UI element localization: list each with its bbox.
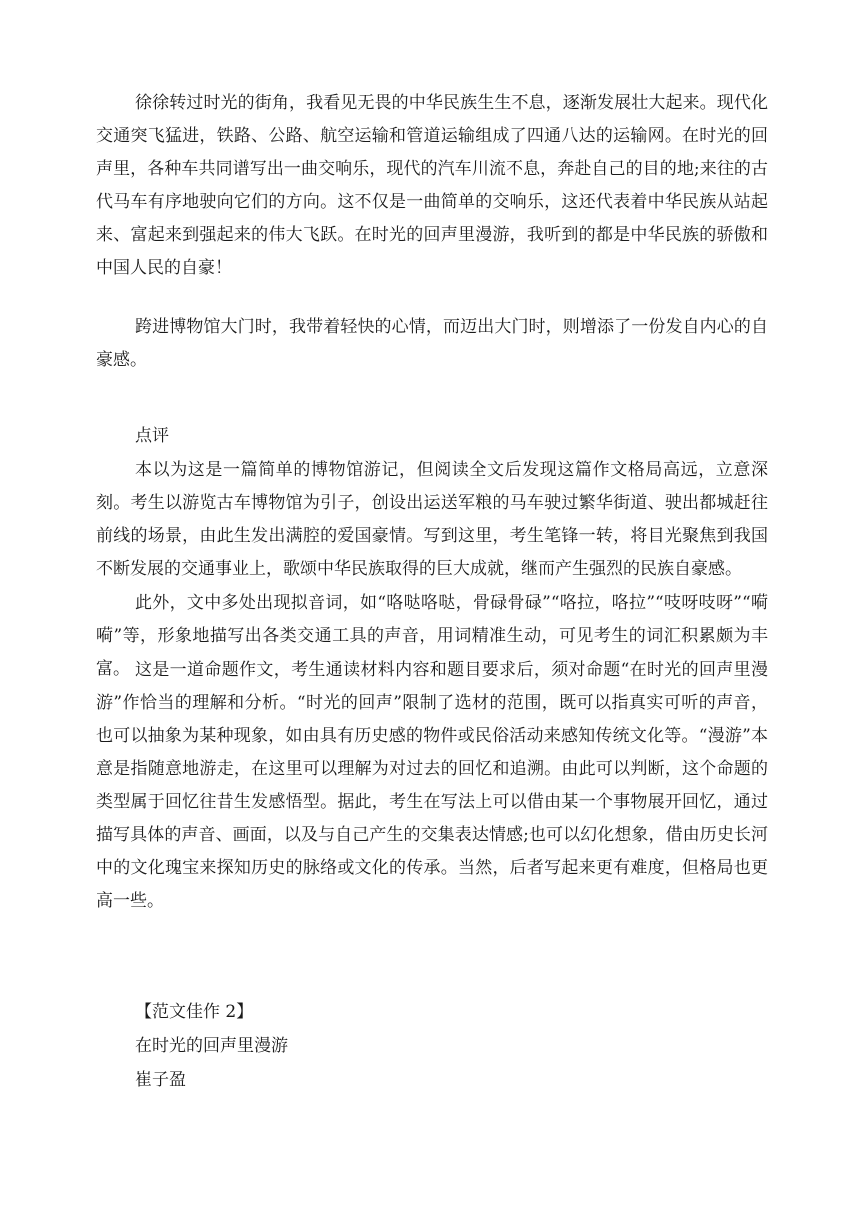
commentary-paragraph: 这是一道命题作文，考生通读材料内容和题目要求后，须对命题“在时光的回声里漫游”作恰当的理解和分析。“时光的回声”限制了选材的范围，既可以指真实可听的声音，也可以抽象为某种现象，如由具有历史感的物件或民俗活动来感知传统文化等。“漫游”本意是指随意地游走，在这里可以理解为对过去的回忆和追溯。由此可以判断，这个命题的类型属于回忆往昔生发感悟型。据此，考生在写法上可以借由某一个事物展开回忆，通过描写具体的声音、画面，以及与自己产生的交集表达情感;也可以幻化想象，借由历史长河中的文化瑰宝来探知历史的脉络或文化的传承。当然，后者写起来更有难度，但格局也更高一些。 <box>96 660 768 911</box>
essay-paragraph: 徐徐转过时光的街角，我看见无畏的中华民族生生不息，逐渐发展壮大起来。现代化交通突飞猛进，铁路、公路、航空运输和管道运输组成了四通八达的运输网。在时光的回声里，各种车共同谱写出一曲交响乐，现代的汽车川流不息，奔赴自己的目的地;来往的古代马车有序地驶向它们的方向。这不仅是一曲简单的交响乐，这还代表着中华民族从站起来、富起来到强起来的伟大飞跃。在时光的回声里漫游，我听到的都是中华民族的骄傲和中国人民的自豪！ <box>96 93 768 278</box>
sample-title: 在时光的回声里漫游 <box>135 1036 288 1056</box>
commentary-paragraph: 此外，文中多处出现拟音词，如“咯哒咯哒，骨碌骨碌”“咯拉，咯拉”“吱呀吱呀”“嗬嗬”等，形象地描写出各类交通工具的声音，用词精准生动，可见考生的词汇积累颇为丰富。 <box>96 593 768 679</box>
sample-label: 【范文佳作 2】 <box>135 1002 254 1022</box>
commentary-heading: 点评 <box>135 426 169 446</box>
sample-author: 崔子盈 <box>135 1070 186 1090</box>
commentary-paragraph: 本以为这是一篇简单的博物馆游记，但阅读全文后发现这篇作文格局高远，立意深刻。考生以游览古车博物馆为引子，创设出运送军粮的马车驶过繁华街道、驶出都城赶往前线的场景，由此生发出满腔的爱国豪情。写到这里，考生笔锋一转，将目光聚焦到我国不断发展的交通事业上，歌颂中华民族取得的巨大成就，继而产生强烈的民族自豪感。 <box>96 460 768 579</box>
essay-paragraph: 跨进博物馆大门时，我带着轻快的心情，而迈出大门时，则增添了一份发自内心的自豪感。 <box>96 317 768 370</box>
